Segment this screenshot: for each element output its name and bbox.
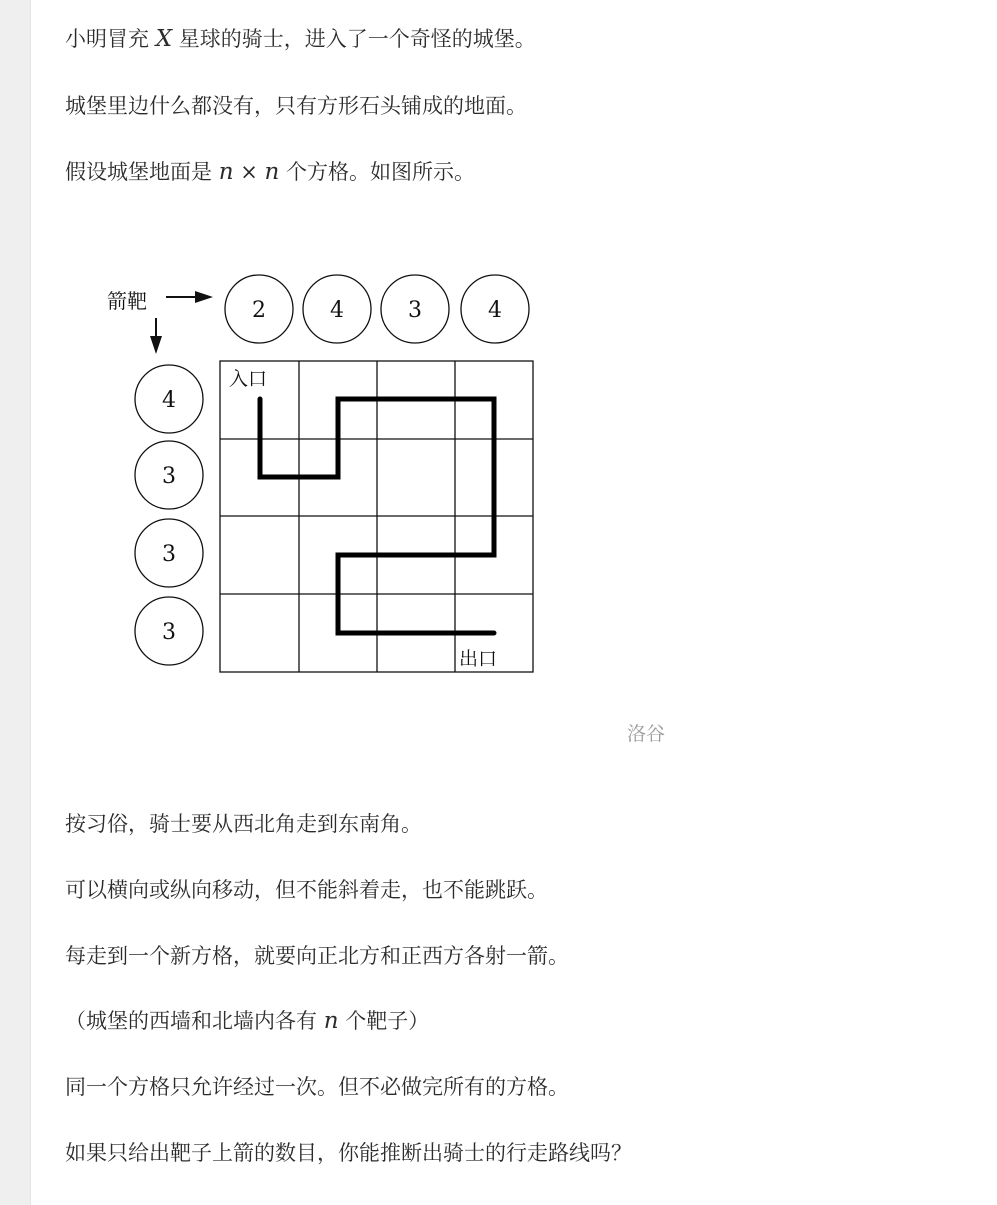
left-rail	[0, 0, 31, 1205]
math-times-sign: ×	[240, 160, 258, 184]
intro-text: 假设城堡地面是	[65, 160, 212, 184]
top-target-count: 4	[330, 298, 344, 323]
exit-label: 出口	[459, 648, 498, 670]
math-variable-n: n	[218, 159, 234, 185]
castle-grid	[220, 361, 533, 672]
rule-paragraph-1: 按习俗，骑士要从西北角走到东南角。	[65, 812, 422, 836]
left-target-count: 3	[162, 542, 176, 567]
top-targets	[225, 275, 529, 343]
math-variable-n: n	[264, 159, 280, 185]
intro-paragraph-1	[65, 25, 536, 53]
rule-paragraph-6: 如果只给出靶子上箭的数目，你能推断出骑士的行走路线吗？	[65, 1141, 632, 1165]
top-target-count: 4	[488, 298, 502, 323]
left-targets	[135, 365, 203, 665]
intro-paragraph-2: 城堡里边什么都没有，只有方形石头铺成的地面。	[65, 94, 527, 118]
math-variable-x: X	[155, 26, 173, 52]
left-target-count: 3	[162, 464, 176, 489]
castle-grid-figure	[95, 262, 555, 682]
rule-paragraph-3: 每走到一个新方格，就要向正北方和正西方各射一箭。	[65, 944, 569, 968]
arrow-right-icon	[195, 291, 213, 303]
rule-text: （城堡的西墙和北墙内各有	[65, 1009, 317, 1033]
rule-text: 个靶子）	[345, 1009, 430, 1033]
intro-text: 小明冒充	[65, 27, 149, 51]
rule-paragraph-5: 同一个方格只允许经过一次。但不必做完所有的方格。	[65, 1075, 569, 1099]
arrow-down-icon	[150, 336, 162, 354]
target-label: 箭靶	[107, 289, 147, 313]
rule-paragraph-2: 可以横向或纵向移动，但不能斜着走，也不能跳跃。	[65, 878, 548, 902]
intro-text: 个方格。如图所示。	[286, 160, 476, 184]
luogu-watermark: 洛谷	[627, 723, 666, 745]
math-variable-n: n	[323, 1008, 339, 1034]
rule-paragraph-4	[65, 1007, 429, 1035]
left-target-count: 4	[162, 388, 176, 413]
top-target-count: 3	[408, 298, 422, 323]
left-target-count: 3	[162, 620, 176, 645]
intro-text: 星球的骑士，进入了一个奇怪的城堡。	[178, 27, 536, 51]
top-target-count: 2	[252, 298, 266, 323]
entrance-label: 入口	[229, 368, 268, 390]
intro-paragraph-3	[65, 158, 475, 186]
